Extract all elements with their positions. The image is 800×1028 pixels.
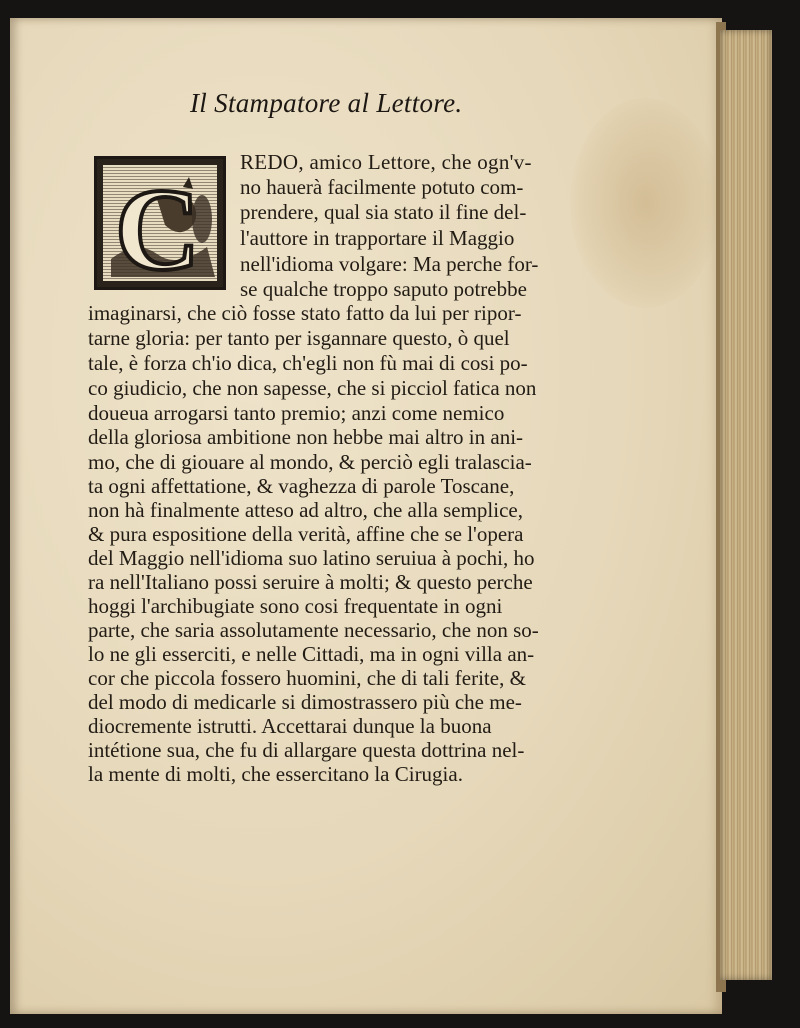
text-line: della gloriosa ambitione non hebbe mai altro in ani-	[88, 425, 524, 449]
text-line: tarne gloria: per tanto per isgannare questo, ò quel	[88, 326, 510, 350]
text-line: intétione sua, che fu di allargare questa dottrina nel-	[88, 738, 525, 762]
decorated-initial	[94, 156, 226, 293]
svg-text:C: C	[115, 164, 201, 293]
text-line: mo, che di giouare al mondo, & perciò egli tralascia-	[88, 450, 532, 474]
text-line: l'auttore in trapportare il Maggio	[240, 226, 515, 250]
text-line: doueua arrogarsi tanto premio; anzi come nemico	[88, 401, 505, 425]
text-line: prendere, qual sia stato il fine del-	[240, 200, 527, 224]
text-line: non hà finalmente atteso ad altro, che alla semplice,	[88, 498, 523, 522]
text-line: REDO, amico Lettore, che ogn'v-	[240, 150, 532, 174]
text-line: no hauerà facilmente potuto com-	[240, 175, 524, 199]
text-line: tale, è forza ch'io dica, ch'egli non fù mai di cosi po-	[88, 351, 528, 375]
text-line: ra nell'Italiano possi seruire à molti; & questo perche	[88, 570, 533, 594]
text-line: ta ogni affettatione, & vaghezza di parole Toscane,	[88, 474, 515, 498]
text-line: imaginarsi, che ciò fosse stato fatto da lui per ripor-	[88, 301, 522, 325]
drop-cap-illustration	[97, 159, 229, 293]
text-line: hoggi l'archibugiate sono cosi frequentate in ogni	[88, 594, 503, 618]
text-line: lo ne gli esserciti, e nelle Cittadi, ma in ogni villa an-	[88, 642, 535, 666]
paper-stain	[570, 98, 720, 308]
text-line: la mente di molti, che essercitano la Cirugia.	[88, 762, 463, 786]
page-heading: Il Stampatore al Lettore.	[190, 88, 463, 118]
text-line: & pura espositione della verità, affine che se l'opera	[88, 522, 524, 546]
page-edges	[720, 30, 772, 980]
text-line: nell'idioma volgare: Ma perche for-	[240, 252, 539, 276]
text-line: diocremente istrutti. Accettarai dunque la buona	[88, 714, 492, 738]
text-line: parte, che saria assolutamente necessario, che non so-	[88, 618, 539, 642]
text-line: del Maggio nell'idioma suo latino seruiua à pochi, ho	[88, 546, 535, 570]
text-line: co giudicio, che non sapesse, che si picciol fatica non	[88, 376, 537, 400]
text-line: cor che piccola fossero huomini, che di tali ferite, &	[88, 666, 526, 690]
text-line: se qualche troppo saputo potrebbe	[240, 277, 527, 301]
text-line: del modo di medicarle si dimostrassero più che me-	[88, 690, 522, 714]
